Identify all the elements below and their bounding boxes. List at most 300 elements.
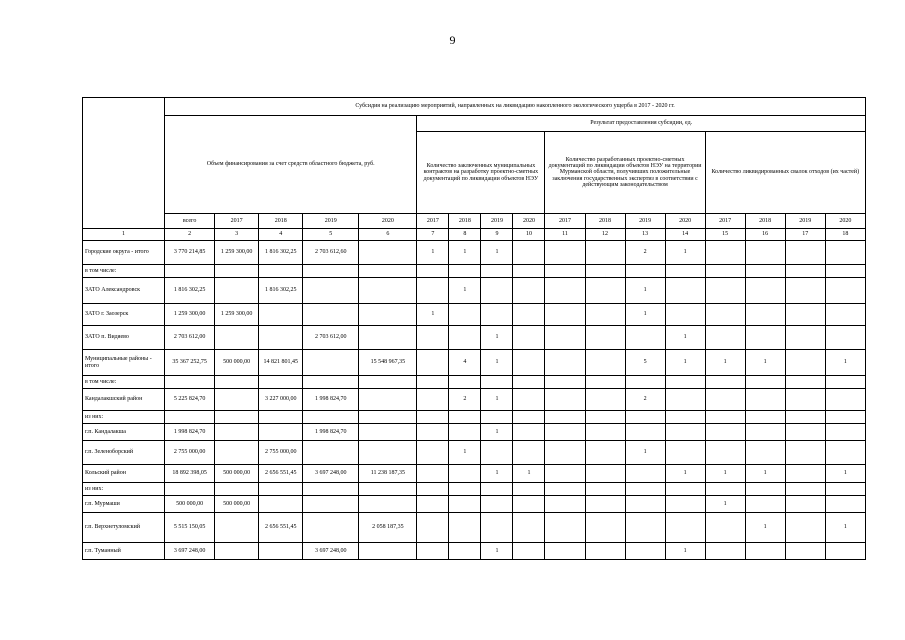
year-header-cell: 2018: [259, 214, 303, 229]
value-cell: [481, 496, 513, 513]
value-cell: [545, 496, 585, 513]
year-header-cell: 2017: [545, 214, 585, 229]
value-cell: [481, 265, 513, 278]
table-row: [83, 326, 866, 350]
value-cell: [665, 278, 705, 304]
value-cell: [785, 350, 825, 376]
documentation-header: Количество разработанных проектно-сметных документаций по ликвидации объектов НЭУ на территории Мурманской области, получивших положительные заключения государственных экспертиз в соответствии с действующим законодательством: [545, 132, 705, 214]
value-cell: 5 515 150,05: [165, 513, 215, 543]
value-cell: [705, 265, 745, 278]
value-cell: [625, 424, 665, 441]
value-cell: [785, 483, 825, 496]
value-cell: [481, 441, 513, 465]
value-cell: 2 058 187,35: [359, 513, 417, 543]
value-cell: [359, 326, 417, 350]
value-cell: 500 000,00: [215, 465, 259, 483]
value-cell: [215, 389, 259, 411]
value-cell: [449, 483, 481, 496]
value-cell: [785, 265, 825, 278]
value-cell: [215, 326, 259, 350]
value-cell: [705, 241, 745, 265]
value-cell: [259, 424, 303, 441]
value-cell: [259, 496, 303, 513]
value-cell: 2 656 551,45: [259, 465, 303, 483]
value-cell: 1: [449, 278, 481, 304]
value-cell: [705, 389, 745, 411]
value-cell: [359, 265, 417, 278]
value-cell: [481, 411, 513, 424]
value-cell: [359, 389, 417, 411]
value-cell: 1: [513, 465, 545, 483]
value-cell: [705, 513, 745, 543]
table-row: [83, 441, 866, 465]
value-cell: [585, 350, 625, 376]
value-cell: [665, 411, 705, 424]
column-number-cell: 16: [745, 229, 785, 241]
row-label-cell: ЗАТО Александровск: [83, 278, 165, 304]
value-cell: [705, 483, 745, 496]
value-cell: [825, 304, 865, 326]
value-cell: 2 755 000,00: [165, 441, 215, 465]
value-cell: [585, 241, 625, 265]
value-cell: [825, 389, 865, 411]
value-cell: 1 259 300,00: [215, 241, 259, 265]
value-cell: [665, 265, 705, 278]
value-cell: 35 367 252,75: [165, 350, 215, 376]
subsidy-title: Субсидия на реализацию мероприятий, направленных на ликвидацию накопленного экологического ущерба в 2017 - 2020 гг.: [165, 98, 866, 116]
value-cell: 2: [449, 389, 481, 411]
value-cell: 1: [665, 465, 705, 483]
value-cell: [585, 465, 625, 483]
value-cell: [303, 304, 359, 326]
row-label-cell: Городские округа - итого: [83, 241, 165, 265]
value-cell: [481, 304, 513, 326]
value-cell: 1: [481, 424, 513, 441]
table-row: [83, 411, 866, 424]
value-cell: 1: [625, 278, 665, 304]
value-cell: [513, 389, 545, 411]
corner-cell: [83, 98, 165, 229]
value-cell: 2 755 000,00: [259, 441, 303, 465]
value-cell: [215, 265, 259, 278]
year-header-cell: 2019: [785, 214, 825, 229]
value-cell: [785, 496, 825, 513]
value-cell: [665, 389, 705, 411]
column-number-cell: 8: [449, 229, 481, 241]
value-cell: [825, 543, 865, 560]
row-label-cell: г.п. Мурмаши: [83, 496, 165, 513]
column-number-cell: 3: [215, 229, 259, 241]
value-cell: [259, 304, 303, 326]
value-cell: [665, 304, 705, 326]
value-cell: [545, 411, 585, 424]
value-cell: [745, 389, 785, 411]
value-cell: [303, 513, 359, 543]
value-cell: 1: [665, 350, 705, 376]
dumps-header: Количество ликвидированных свалок отходов (их частей): [705, 132, 865, 214]
value-cell: [359, 278, 417, 304]
value-cell: [785, 389, 825, 411]
value-cell: [215, 376, 259, 389]
value-cell: [745, 496, 785, 513]
value-cell: [585, 265, 625, 278]
value-cell: [359, 441, 417, 465]
value-cell: [449, 265, 481, 278]
value-cell: 1: [625, 441, 665, 465]
row-label-cell: из них:: [83, 483, 165, 496]
year-header-cell: 2018: [585, 214, 625, 229]
value-cell: [665, 376, 705, 389]
value-cell: [785, 513, 825, 543]
row-label-cell: из них:: [83, 411, 165, 424]
column-number-cell: 4: [259, 229, 303, 241]
year-header-cell: 2020: [359, 214, 417, 229]
value-cell: [665, 496, 705, 513]
value-cell: [665, 424, 705, 441]
value-cell: [303, 350, 359, 376]
value-cell: 1: [705, 496, 745, 513]
value-cell: 1: [665, 241, 705, 265]
value-cell: [585, 389, 625, 411]
value-cell: [481, 483, 513, 496]
value-cell: 500 000,00: [165, 496, 215, 513]
value-cell: 1 816 302,25: [165, 278, 215, 304]
value-cell: [359, 241, 417, 265]
value-cell: [417, 465, 449, 483]
value-cell: [359, 543, 417, 560]
row-label-cell: г.п. Кандалакша: [83, 424, 165, 441]
value-cell: [745, 304, 785, 326]
value-cell: [417, 350, 449, 376]
value-cell: [513, 441, 545, 465]
table-row: [83, 496, 866, 513]
value-cell: [165, 411, 215, 424]
value-cell: [705, 424, 745, 441]
value-cell: [825, 483, 865, 496]
column-number-cell: 9: [481, 229, 513, 241]
value-cell: [545, 376, 585, 389]
value-cell: [417, 513, 449, 543]
value-cell: [745, 326, 785, 350]
value-cell: [513, 543, 545, 560]
value-cell: 1: [417, 304, 449, 326]
column-number-cell: 14: [665, 229, 705, 241]
value-cell: [359, 411, 417, 424]
value-cell: 1: [745, 350, 785, 376]
value-cell: [625, 326, 665, 350]
value-cell: [585, 278, 625, 304]
row-label-cell: Кандалакшский район: [83, 389, 165, 411]
row-label-cell: г.п. Верхнетуломский: [83, 513, 165, 543]
value-cell: [259, 411, 303, 424]
value-cell: [745, 411, 785, 424]
value-cell: [825, 496, 865, 513]
value-cell: [825, 376, 865, 389]
value-cell: [585, 496, 625, 513]
value-cell: 2 703 612,60: [303, 241, 359, 265]
value-cell: 2 703 612,00: [165, 326, 215, 350]
value-cell: [785, 278, 825, 304]
value-cell: [585, 304, 625, 326]
table-row: [83, 513, 866, 543]
value-cell: [215, 441, 259, 465]
year-header-cell: 2018: [745, 214, 785, 229]
value-cell: [545, 304, 585, 326]
value-cell: [359, 496, 417, 513]
value-cell: [705, 411, 745, 424]
value-cell: [165, 483, 215, 496]
value-cell: [825, 326, 865, 350]
value-cell: [705, 441, 745, 465]
value-cell: [303, 265, 359, 278]
table-row: [83, 241, 866, 265]
value-cell: 500 000,00: [215, 496, 259, 513]
value-cell: [585, 326, 625, 350]
value-cell: [825, 424, 865, 441]
value-cell: [303, 278, 359, 304]
value-cell: [585, 376, 625, 389]
column-number-cell: 5: [303, 229, 359, 241]
value-cell: [665, 513, 705, 543]
year-header-cell: 2017: [705, 214, 745, 229]
value-cell: [665, 441, 705, 465]
value-cell: [215, 278, 259, 304]
column-number-cell: 1: [83, 229, 165, 241]
page-number: 9: [449, 33, 456, 47]
value-cell: [259, 265, 303, 278]
subsidy-table: [82, 97, 866, 560]
value-cell: 3 227 000,00: [259, 389, 303, 411]
table-row: [83, 424, 866, 441]
value-cell: [785, 441, 825, 465]
value-cell: [585, 441, 625, 465]
value-cell: [745, 424, 785, 441]
value-cell: [625, 265, 665, 278]
value-cell: 1: [745, 513, 785, 543]
value-cell: [215, 513, 259, 543]
value-cell: [585, 513, 625, 543]
value-cell: 1: [665, 543, 705, 560]
value-cell: [625, 513, 665, 543]
column-number-cell: 6: [359, 229, 417, 241]
value-cell: [545, 265, 585, 278]
value-cell: 1: [481, 389, 513, 411]
column-number-cell: 10: [513, 229, 545, 241]
value-cell: [513, 241, 545, 265]
value-cell: [449, 376, 481, 389]
year-header-cell: 2019: [625, 214, 665, 229]
year-header-cell: 2020: [825, 214, 865, 229]
value-cell: [513, 376, 545, 389]
value-cell: 1: [665, 326, 705, 350]
value-cell: [259, 543, 303, 560]
value-cell: 1: [705, 350, 745, 376]
value-cell: [785, 241, 825, 265]
value-cell: [259, 326, 303, 350]
value-cell: [745, 265, 785, 278]
row-label-cell: в том числе:: [83, 376, 165, 389]
value-cell: [705, 304, 745, 326]
year-header-cell: 2017: [417, 214, 449, 229]
value-cell: [303, 483, 359, 496]
value-cell: 500 000,00: [215, 350, 259, 376]
column-number-cell: 2: [165, 229, 215, 241]
value-cell: 1 998 824,70: [303, 389, 359, 411]
value-cell: [215, 543, 259, 560]
value-cell: 1: [825, 350, 865, 376]
value-cell: [545, 424, 585, 441]
value-cell: [449, 411, 481, 424]
value-cell: 2 703 612,00: [303, 326, 359, 350]
value-cell: 1: [625, 304, 665, 326]
value-cell: [359, 304, 417, 326]
row-label-cell: Кольский район: [83, 465, 165, 483]
value-cell: [785, 326, 825, 350]
value-cell: [481, 513, 513, 543]
year-header-cell: 2017: [215, 214, 259, 229]
year-header-cell: 2019: [481, 214, 513, 229]
value-cell: 1 998 824,70: [165, 424, 215, 441]
value-cell: [785, 424, 825, 441]
value-cell: 1 816 302,25: [259, 278, 303, 304]
value-cell: [215, 424, 259, 441]
value-cell: [545, 441, 585, 465]
value-cell: [825, 441, 865, 465]
value-cell: [417, 543, 449, 560]
value-cell: [513, 513, 545, 543]
value-cell: [705, 326, 745, 350]
value-cell: 1: [417, 241, 449, 265]
value-cell: 1: [825, 513, 865, 543]
value-cell: [625, 496, 665, 513]
contracts-header: Количество заключенных муниципальных контрактов на разработку проектно-сметных документаций по ликвидации объектов НЭУ: [417, 132, 545, 214]
value-cell: [513, 278, 545, 304]
value-cell: [545, 241, 585, 265]
value-cell: [585, 411, 625, 424]
value-cell: [417, 424, 449, 441]
value-cell: [513, 424, 545, 441]
value-cell: [745, 543, 785, 560]
column-number-cell: 13: [625, 229, 665, 241]
row-label-cell: г.п. Туманный: [83, 543, 165, 560]
column-number-cell: 12: [585, 229, 625, 241]
value-cell: [585, 483, 625, 496]
value-cell: [785, 376, 825, 389]
value-cell: 15 548 967,35: [359, 350, 417, 376]
value-cell: [513, 496, 545, 513]
value-cell: [303, 496, 359, 513]
value-cell: [449, 543, 481, 560]
table-row: [83, 483, 866, 496]
value-cell: [481, 376, 513, 389]
year-header-cell: всего: [165, 214, 215, 229]
year-header-cell: 2020: [513, 214, 545, 229]
value-cell: 3 697 248,00: [303, 465, 359, 483]
value-cell: [417, 376, 449, 389]
value-cell: [705, 543, 745, 560]
value-cell: [785, 411, 825, 424]
value-cell: [785, 465, 825, 483]
value-cell: [745, 241, 785, 265]
value-cell: [417, 326, 449, 350]
value-cell: 1: [825, 465, 865, 483]
value-cell: [705, 278, 745, 304]
value-cell: [165, 265, 215, 278]
value-cell: [513, 304, 545, 326]
value-cell: [165, 376, 215, 389]
column-number-cell: 18: [825, 229, 865, 241]
table-row: [83, 465, 866, 483]
value-cell: [545, 465, 585, 483]
value-cell: [513, 326, 545, 350]
value-cell: [359, 483, 417, 496]
row-label-cell: Муниципальные районы - итого: [83, 350, 165, 376]
table-row: [83, 265, 866, 278]
value-cell: [585, 543, 625, 560]
column-number-cell: 17: [785, 229, 825, 241]
value-cell: [449, 496, 481, 513]
value-cell: [545, 389, 585, 411]
value-cell: [449, 304, 481, 326]
value-cell: [513, 350, 545, 376]
value-cell: [545, 278, 585, 304]
row-label-cell: в том числе:: [83, 265, 165, 278]
value-cell: [545, 483, 585, 496]
value-cell: [665, 483, 705, 496]
value-cell: [449, 326, 481, 350]
value-cell: [417, 483, 449, 496]
table-row: [83, 389, 866, 411]
value-cell: [513, 265, 545, 278]
value-cell: 1 816 302,25: [259, 241, 303, 265]
value-cell: [625, 376, 665, 389]
result-header: Результат предоставления субсидии, ед.: [417, 116, 866, 132]
value-cell: [785, 304, 825, 326]
value-cell: [625, 483, 665, 496]
value-cell: [303, 376, 359, 389]
value-cell: 2: [625, 241, 665, 265]
value-cell: 4: [449, 350, 481, 376]
table-row: [83, 376, 866, 389]
value-cell: [513, 483, 545, 496]
value-cell: 5: [625, 350, 665, 376]
value-cell: [417, 265, 449, 278]
value-cell: [825, 241, 865, 265]
value-cell: [745, 376, 785, 389]
value-cell: [825, 265, 865, 278]
value-cell: 1 259 300,00: [215, 304, 259, 326]
value-cell: 1: [481, 326, 513, 350]
value-cell: [303, 411, 359, 424]
value-cell: [785, 543, 825, 560]
value-cell: [417, 411, 449, 424]
value-cell: [625, 543, 665, 560]
value-cell: [303, 441, 359, 465]
value-cell: 2: [625, 389, 665, 411]
value-cell: [359, 424, 417, 441]
value-cell: [259, 483, 303, 496]
value-cell: [215, 483, 259, 496]
value-cell: 1: [481, 241, 513, 265]
value-cell: [215, 411, 259, 424]
value-cell: [625, 411, 665, 424]
value-cell: [825, 411, 865, 424]
table-row: [83, 304, 866, 326]
value-cell: [745, 278, 785, 304]
value-cell: 1: [481, 465, 513, 483]
row-label-cell: г.п. Зеленоборский: [83, 441, 165, 465]
value-cell: [417, 441, 449, 465]
